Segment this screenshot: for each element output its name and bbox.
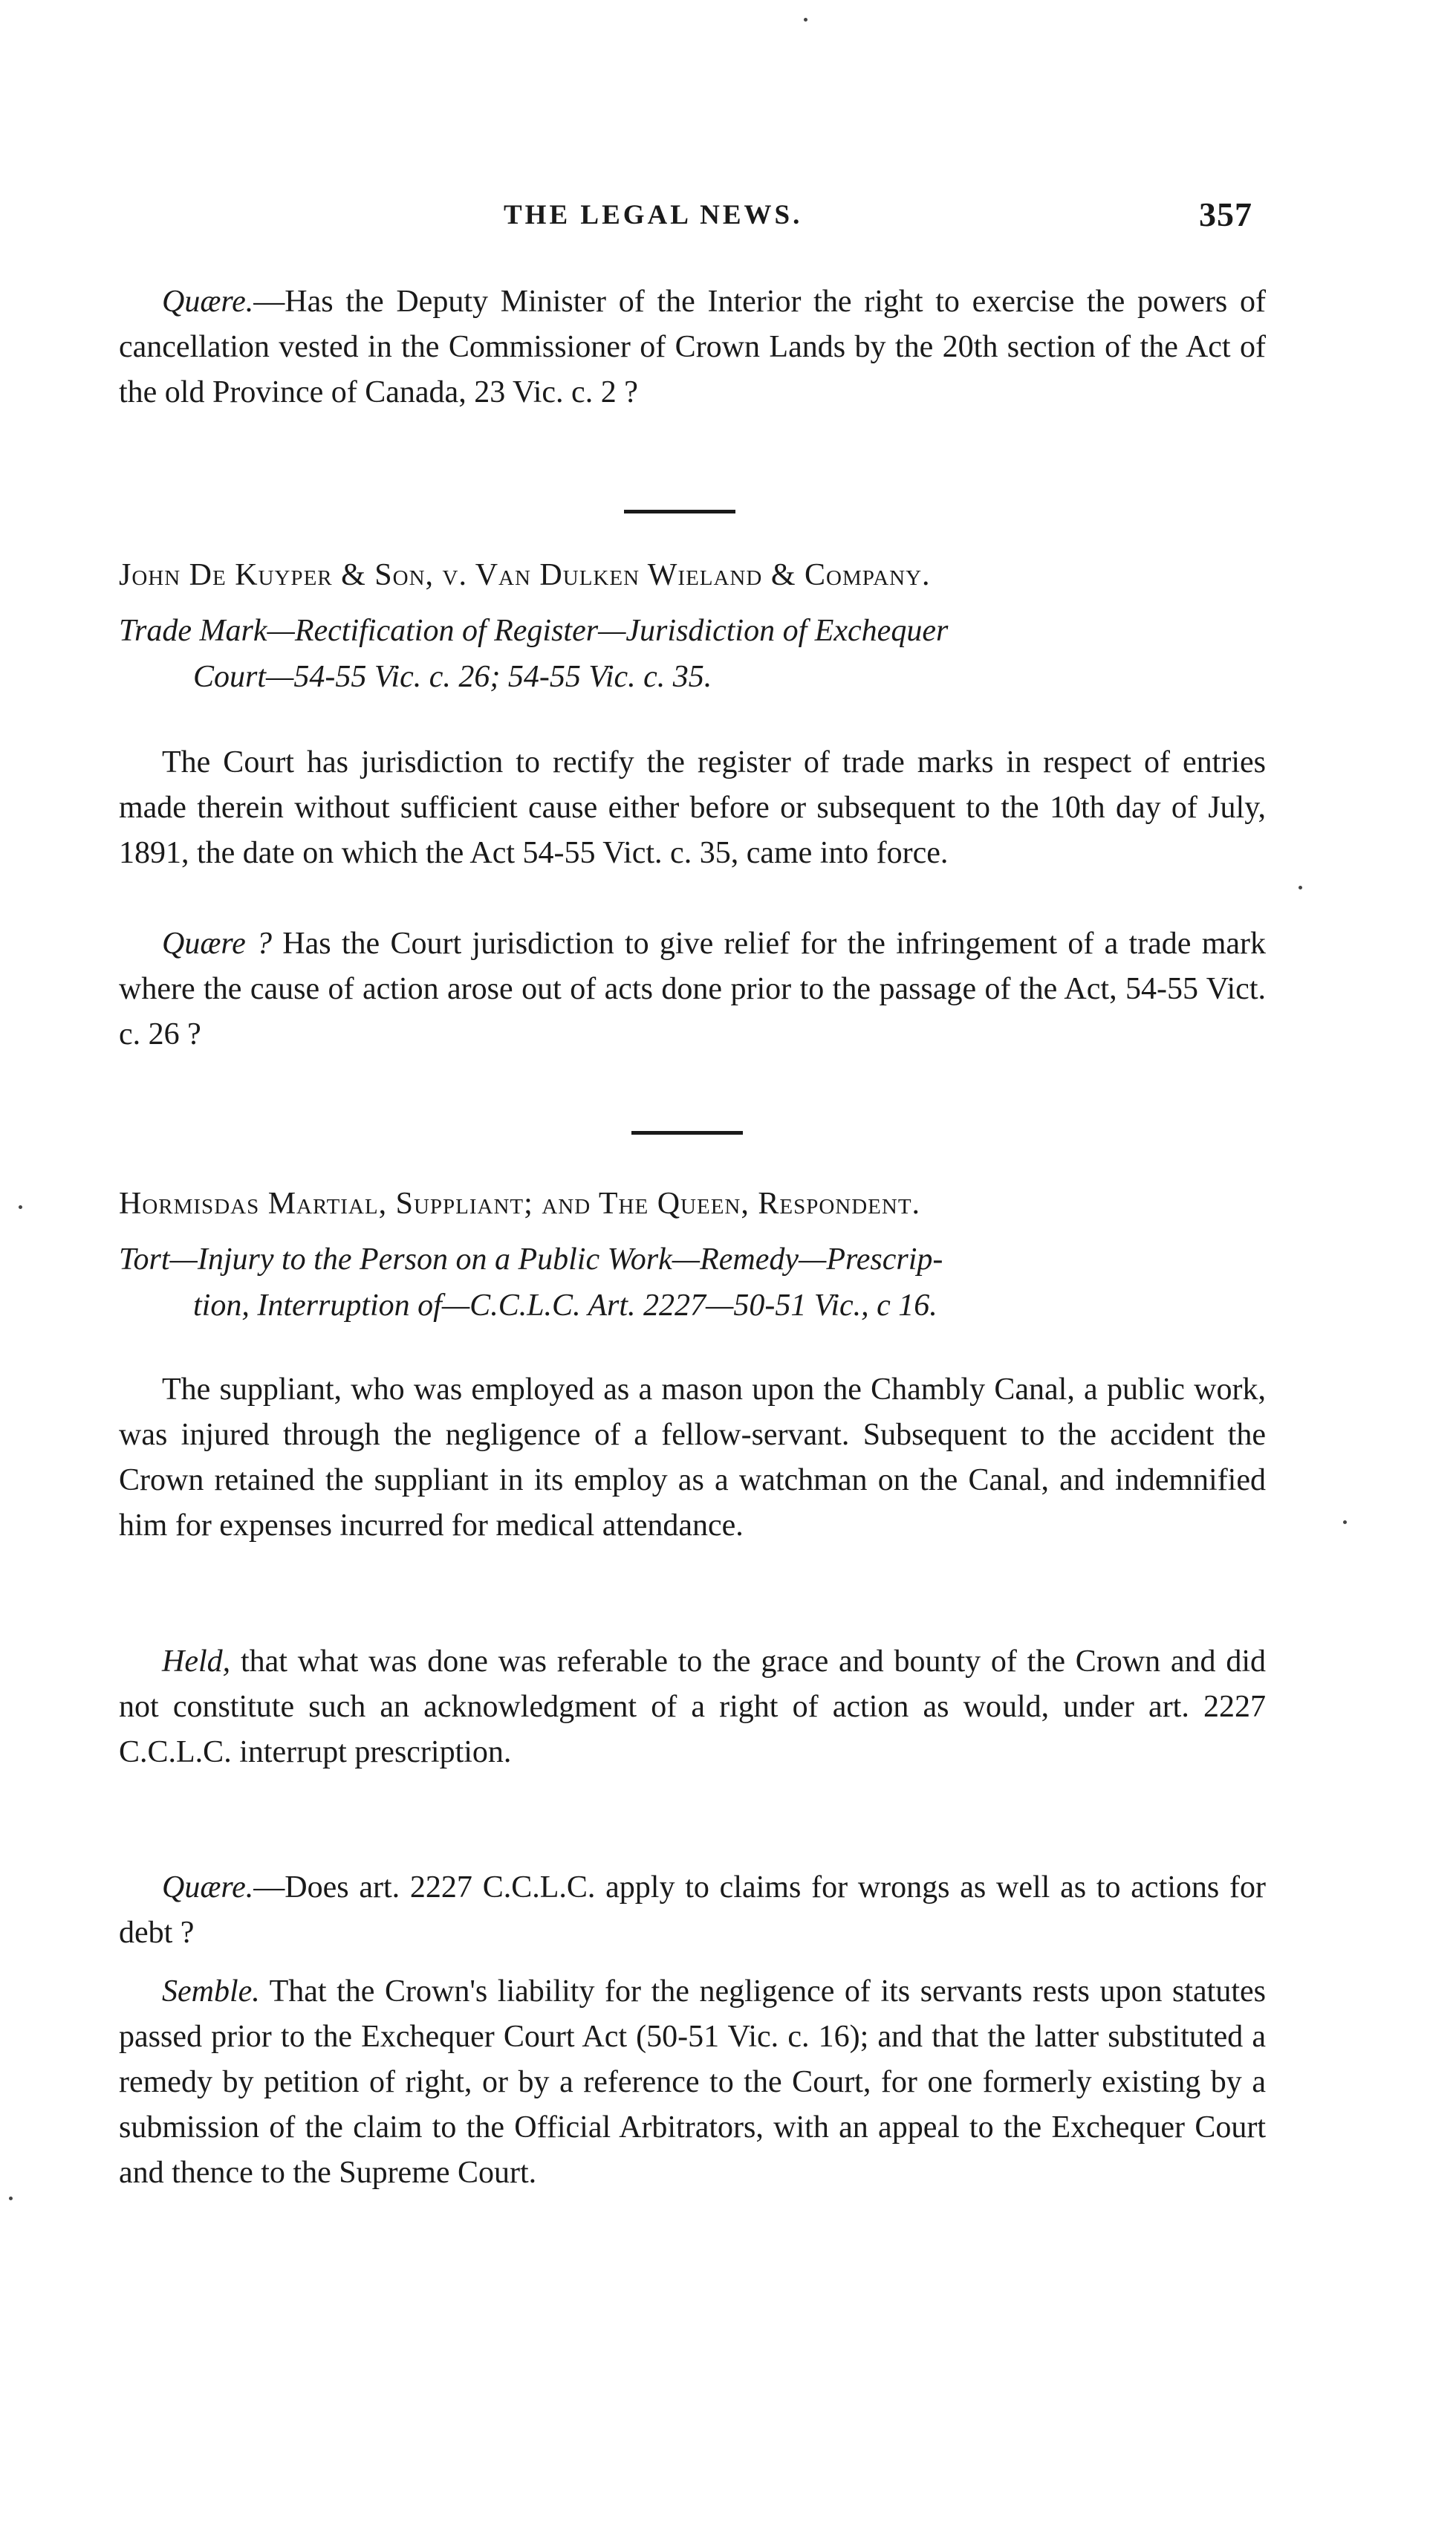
semble-paragraph [119, 1969, 1266, 2196]
case-headnote [119, 1236, 1266, 1329]
paragraph-label: Semble. [162, 1974, 260, 2009]
running-title: THE LEGAL NEWS. [504, 200, 803, 230]
paragraph-text: That the Crown's liability for the negligence of its servants rests upon statutes passed prior to the Exchequer Court Act (50-51 Vic. c. 16); and that the latter substituted a remedy by petition of right, or by a reference to the Court, for one formerly existing by a submission of the claim to the Official Arbitrators, with an appeal to the Exchequer Court and thence to the Supreme Court. [119, 1974, 1266, 2190]
journal-page [119, 0, 1278, 2525]
paragraph-text: —Has the Deputy Minister of the Interior the right to exercise the powers of cancellation vested in the Commissioner of Crown Lands by the 20th section of the Act of the old Province of Canada, 23 Vic. c. 2 ? [119, 285, 1266, 409]
scan-speck [1343, 1520, 1347, 1524]
scan-speck [1299, 886, 1302, 889]
headnote-line: tion, Interruption of—C.C.L.C. Art. 2227—50-51 Vic., c 16. [193, 1289, 937, 1323]
page-number: 357 [1199, 195, 1252, 233]
query-paragraph [119, 1865, 1266, 1956]
held-paragraph [119, 1639, 1266, 1775]
holding-paragraph [119, 740, 1266, 876]
case-headnote [119, 608, 1266, 700]
section-divider [624, 510, 735, 513]
scan-speck [9, 2197, 13, 2200]
scan-speck [19, 1205, 22, 1209]
paragraph-text: The suppliant, who was employed as a mason upon the Chambly Canal, a public work, was injured through the negligence of a fellow-servant. Subsequent to the accident the Crown retained the suppliant in its employ as a watchman on the Canal, and indemnified him for expenses incurred for medical attendance. [119, 1372, 1266, 1543]
headnote-line: Tort—Injury to the Person on a Public Work—Remedy—Prescrip- [119, 1242, 943, 1277]
query-paragraph [119, 279, 1266, 415]
section-divider [631, 1131, 743, 1135]
paragraph-label: Quære. [162, 285, 254, 319]
paragraph-label: Quære. [162, 1870, 254, 1905]
headnote-line: Court—54-55 Vic. c. 26; 54-55 Vic. c. 35. [193, 660, 712, 694]
paragraph-text: Has the Court jurisdiction to give relief for the infringement of a trade mark where the cause of action arose out of acts done prior to the passage of the Act, 54-55 Vict. c. 26 ? [119, 927, 1267, 1051]
paragraph-text: —Does art. 2227 C.C.L.C. apply to claims for wrongs as well as to actions for debt ? [119, 1870, 1266, 1950]
facts-paragraph [119, 1367, 1266, 1549]
paragraph-text: that what was done was referable to the grace and bounty of the Crown and did not constitute such an acknowledgment of a right of action as would, under art. 2227 C.C.L.C. interrupt prescription. [119, 1644, 1266, 1769]
paragraph-label: Quære ? [162, 927, 273, 961]
case-title: John De Kuyper & Son, v. Van Dulken Wieland & Company. [119, 558, 931, 592]
scan-speck [804, 18, 807, 22]
case-title: Hormisdas Martial, Suppliant; and The Queen, Respondent. [119, 1187, 921, 1221]
paragraph-text: The Court has jurisdiction to rectify the register of trade marks in respect of entries made therein without sufficient cause either before or subsequent to the 10th day of July, 1891, the date on which the Act 54-55 Vict. c. 35, came into force. [119, 745, 1266, 870]
query-paragraph [119, 921, 1266, 1057]
headnote-line: Trade Mark—Rectification of Register—Jurisdiction of Exchequer [119, 614, 949, 648]
paragraph-label: Held, [162, 1644, 231, 1679]
